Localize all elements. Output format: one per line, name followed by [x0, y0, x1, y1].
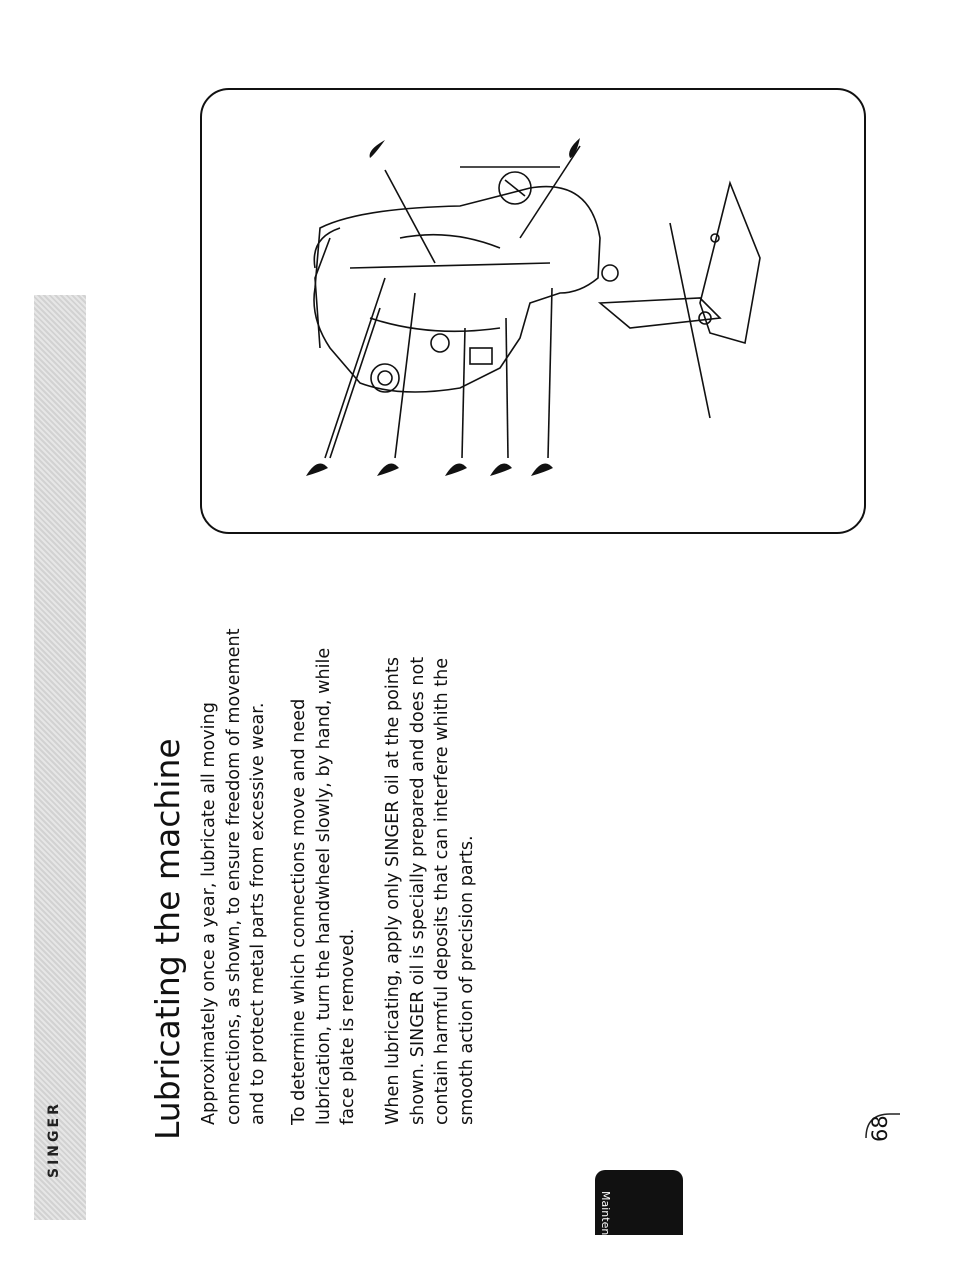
brand-logo-text: SINGER — [46, 1101, 62, 1178]
paragraph-line: shown. SINGER oil is specially prepared and does not — [407, 656, 428, 1125]
oiling-illustration — [200, 88, 866, 534]
paragraph-line: To determine which connections move and need — [289, 698, 309, 1125]
paragraph-2 — [287, 605, 361, 1125]
page-title: Lubricating the machine — [148, 738, 187, 1140]
paragraph-line: smooth action of precision parts. — [456, 835, 477, 1125]
paragraph-line: When lubricating, apply only SINGER oil at the points — [383, 657, 403, 1125]
paragraph-3 — [381, 605, 479, 1125]
paragraph-line: lubrication, turn the handwheel slowly, by hand, while — [313, 647, 334, 1125]
page-number: 68 — [868, 1115, 892, 1142]
section-tab-label: Maintenance — [599, 1191, 612, 1262]
paragraph-line: contain harmful deposits that can interfere whith the — [432, 657, 452, 1125]
paragraph-line: connections, as shown, to ensure freedom of movement — [223, 628, 244, 1125]
paragraph-line: Approximately once a year, lubricate all moving — [199, 702, 219, 1125]
paragraph-line: face plate is removed. — [338, 928, 358, 1125]
side-shade-bar — [34, 295, 86, 1220]
paragraph-line: and to protect metal parts from excessive wear. — [248, 702, 268, 1125]
paragraph-1 — [197, 605, 271, 1125]
